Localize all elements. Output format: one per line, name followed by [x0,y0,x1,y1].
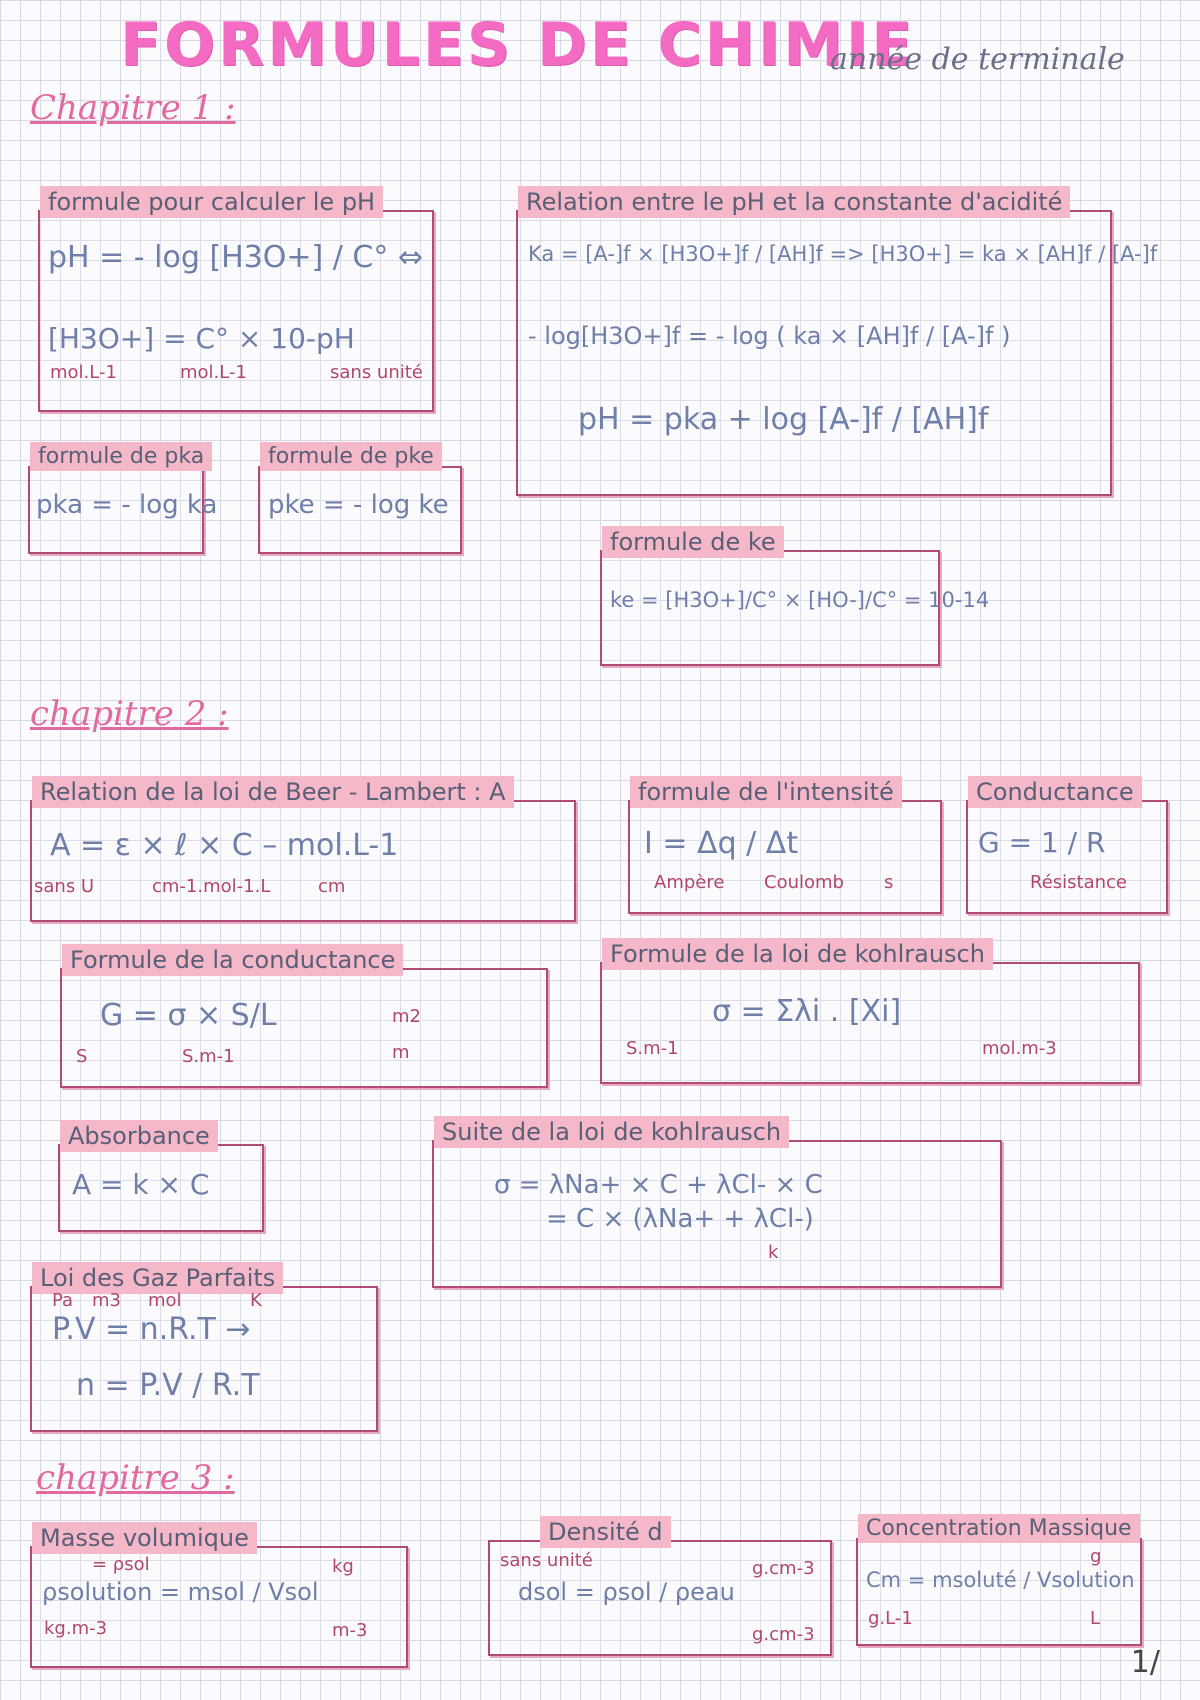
kohlrausch-suite-formula-1: σ = λNa+ × C + λCl- × C [494,1170,823,1200]
density-mass-formula: ρsolution = msol / Vsol [42,1578,319,1606]
absorbance-formula: A = k × C [72,1168,210,1201]
kohlrausch-unit-2: mol.m-3 [982,1038,1057,1059]
conductance-box [966,778,1168,914]
conductance-box-title: Conductance [968,776,1142,808]
density-mass-box [30,1524,408,1668]
ka-formula-3: pH = pka + log [A-]f / [AH]f [578,402,989,437]
mass-concentration-unit-1: g.L-1 [868,1608,913,1629]
ke-formula: ke = [H3O+]/C° × [HO-]/C° = 10-14 [610,588,990,612]
mass-concentration-unit-2: g [1090,1546,1102,1567]
pke-formula: pke = - log ke [268,490,449,520]
mass-concentration-box [856,1516,1142,1646]
page-number: 1/ [1130,1645,1160,1680]
kohlrausch-suite-unit: k [768,1242,779,1263]
ideal-gas-box [30,1264,378,1432]
density-mass-unit-3: kg [332,1556,354,1577]
kohlrausch-box-title: Formule de la loi de kohlrausch [602,938,993,970]
absorbance-box-title: Absorbance [60,1120,218,1152]
chapter-1-heading: Chapitre 1 : [30,88,236,128]
intensity-box [628,778,942,914]
chapter-3-heading: chapitre 3 : [36,1458,235,1498]
kohlrausch-formula: σ = Σλi . [Xi] [712,994,902,1029]
conductance-formula-main: G = σ × S/L [100,998,277,1033]
density-unit-2: g.cm-3 [752,1558,815,1579]
ideal-gas-unit-2: m3 [92,1290,121,1311]
intensity-box-title: formule de l'intensité [630,776,902,808]
density-mass-unit-1: = ρsol [92,1554,150,1575]
beer-unit-3: cm [318,876,346,897]
ka-relation-box [516,188,1158,496]
intensity-unit-2: Coulomb [764,872,844,893]
ph-box-title: formule pour calculer le pH [40,186,383,218]
pke-box-title: formule de pke [260,442,442,471]
ke-formula-box [600,528,990,666]
pka-formula-box [28,444,218,554]
beer-lambert-box [30,778,576,922]
ideal-gas-unit-1: Pa [52,1290,74,1311]
absorbance-box [58,1122,264,1232]
density-mass-title: Masse volumique [32,1522,257,1554]
density-unit-3: g.cm-3 [752,1624,815,1645]
pka-box-title: formule de pka [30,442,212,471]
ka-formula-1: Ka = [A-]f × [H3O+]f / [AH]f => [H3O+] = ka × [AH]f / [A-]f [528,242,1158,266]
ideal-gas-formula-1: P.V = n.R.T → [52,1312,251,1347]
conductance-formula-unit-1: S [76,1046,88,1067]
beer-formula: A = ε × ℓ × C – mol.L-1 [50,828,399,863]
intensity-formula: I = Δq / Δt [644,826,799,861]
chapter-2-heading: chapitre 2 : [30,694,229,734]
kohlrausch-suite-title: Suite de la loi de kohlrausch [434,1116,789,1148]
ideal-gas-formula-2: n = P.V / R.T [76,1368,260,1403]
ideal-gas-unit-4: K [250,1290,262,1311]
ph-formula-1: pH = - log [H3O+] / C° ⇔ [48,240,424,275]
ph-formula-2: [H3O+] = C° × 10-pH [48,322,355,355]
ph-unit-3: sans unité [330,362,423,383]
ph-formula-box [38,188,434,412]
conductance-formula-box [60,946,548,1088]
density-box-title: Densité d [540,1516,671,1548]
density-box [488,1518,832,1656]
density-mass-unit-2: kg.m-3 [44,1618,108,1639]
ka-formula-2: - log[H3O+]f = - log ( ka × [AH]f / [A-]f ) [528,322,1011,350]
conductance-formula-unit-3: m2 [392,1006,421,1027]
conductance-formula-unit-2: S.m-1 [182,1046,235,1067]
conductance-formula-title: Formule de la conductance [62,944,403,976]
density-mass-unit-4: m-3 [332,1620,368,1641]
kohlrausch-suite-box [432,1118,1002,1288]
ideal-gas-unit-3: mol [148,1290,182,1311]
pka-formula: pka = - log ka [36,490,218,520]
pke-formula-box [258,444,462,554]
intensity-unit-3: s [884,872,894,893]
mass-concentration-formula: Cm = msoluté / Vsolution [866,1568,1135,1592]
ph-unit-1: mol.L-1 [50,362,117,383]
page-title: FORMULES DE CHIMIE [120,10,916,80]
beer-box-title: Relation de la loi de Beer - Lambert : A [32,776,514,808]
kohlrausch-suite-formula-2: = C × (λNa+ + λCl-) [546,1204,814,1234]
page-subtitle: année de terminale [830,42,1125,77]
conductance-formula: G = 1 / R [978,826,1106,859]
kohlrausch-unit-1: S.m-1 [626,1038,679,1059]
kohlrausch-box [600,940,1140,1084]
ph-unit-2: mol.L-1 [180,362,247,383]
ka-box-title: Relation entre le pH et la constante d'acidité [518,186,1070,218]
intensity-unit-1: Ampère [654,872,725,893]
conductance-unit: Résistance [1030,872,1127,893]
mass-concentration-title: Concentration Massique [858,1514,1140,1543]
mass-concentration-unit-3: L [1090,1608,1101,1629]
beer-unit-1: sans U [34,876,95,897]
ideal-gas-title: Loi des Gaz Parfaits [32,1262,283,1294]
conductance-formula-unit-4: m [392,1042,410,1063]
beer-unit-2: cm-1.mol-1.L [152,876,271,897]
density-unit-1: sans unité [500,1550,593,1571]
ke-box-title: formule de ke [602,526,784,558]
density-formula: dsol = ρsol / ρeau [518,1578,735,1606]
